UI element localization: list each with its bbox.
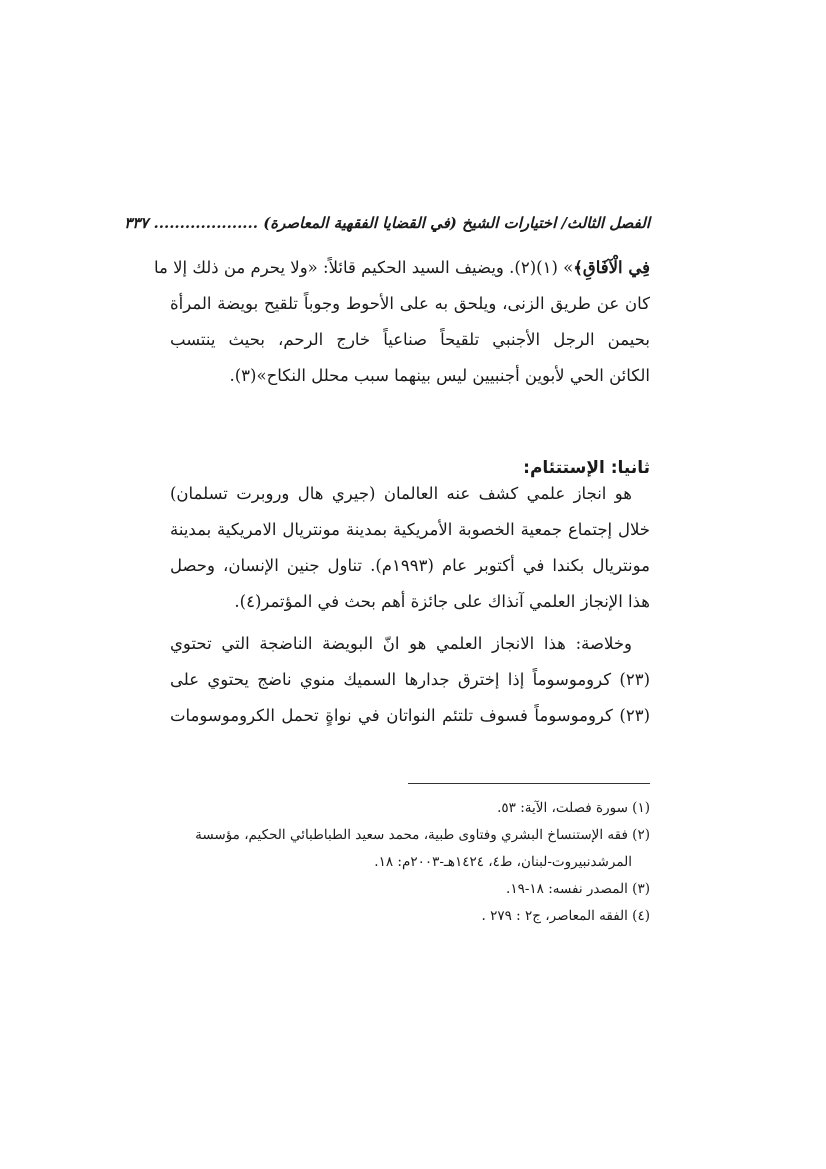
running-header: الفصل الثالث/ اختيارات الشيخ (في القضايا الفقهية المعاصرة) .................... ٣٣٧ <box>124 214 650 232</box>
text-line: بحيمن الرجل الأجنبي تلقيحاً صناعياً خارج الرحم، بحيث ينتسب <box>170 330 650 349</box>
footnote-2-continuation: المرشدنبيروت-لبنان، ط٤، ١٤٢٤هـ-٢٠٠٣م: ١٨. <box>374 854 632 870</box>
footnote-1: (١) سورة فصلت، الآية: ٥٣. <box>497 800 650 816</box>
text-line <box>153 250 650 286</box>
footnotes <box>170 795 650 930</box>
paragraph-continued-quote <box>153 250 650 394</box>
section-heading: ثانيا: الإستتئام: <box>523 458 650 478</box>
text-line: (٢٣) كروموسوماً فسوف تلتئم النواتان في نواةٍ تحمل الكروموسومات <box>170 706 650 725</box>
text-line: وخلاصة: هذا الانجاز العلمي هو انّ البويضة الناضجة التي تحتوي <box>170 634 632 653</box>
text-line: (٢٣) كروموسوماً إذا إخترق جدارها السميك منوي ناضج يحتوي على <box>170 670 651 689</box>
quran-phrase: فِي الْآفَاقِ﴾ <box>573 258 650 277</box>
text-line: هو انجاز علمي كشف عنه العالمان (جيري هال وروبرت تسلمان) <box>170 484 632 503</box>
paragraph-cloning-intro <box>170 476 650 620</box>
text-line-content: » (١)(٢). ويضيف السيد الحكيم قائلاً: «ولا يحرم من ذلك إلا ما <box>153 258 574 277</box>
footnote-3: (٣) المصدر نفسه: ١٨-١٩. <box>506 881 650 897</box>
text-line: الكائن الحي لأبوين أجنبيين ليس بينهما سبب محلل النكاح»(٣). <box>229 366 650 385</box>
paragraph-summary <box>170 626 650 734</box>
footnote-2: (٢) فقه الإستنساخ البشري وفتاوى طبية، محمد سعيد الطباطبائي الحكيم، مؤسسة <box>195 827 650 843</box>
text-line: خلال إجتماع جمعية الخصوبة الأمريكية بمدينة مونتريال الامريكية بمدينة <box>170 520 650 539</box>
footnote-divider <box>408 783 650 784</box>
text-line: كان عن طريق الزنى، ويلحق به على الأحوط وجوباً تلقيح بويضة المرأة <box>170 294 650 313</box>
footnote-4: (٤) الفقه المعاصر، ج٢ : ٢٧٩ . <box>481 908 650 924</box>
text-line: مونتريال بكندا في أكتوبر عام (١٩٩٣م). تناول جنين الإنسان، وحصل <box>170 556 650 575</box>
text-line: هذا الإنجاز العلمي آنذاك على جائزة أهم بحث في المؤتمر(٤). <box>234 592 650 611</box>
